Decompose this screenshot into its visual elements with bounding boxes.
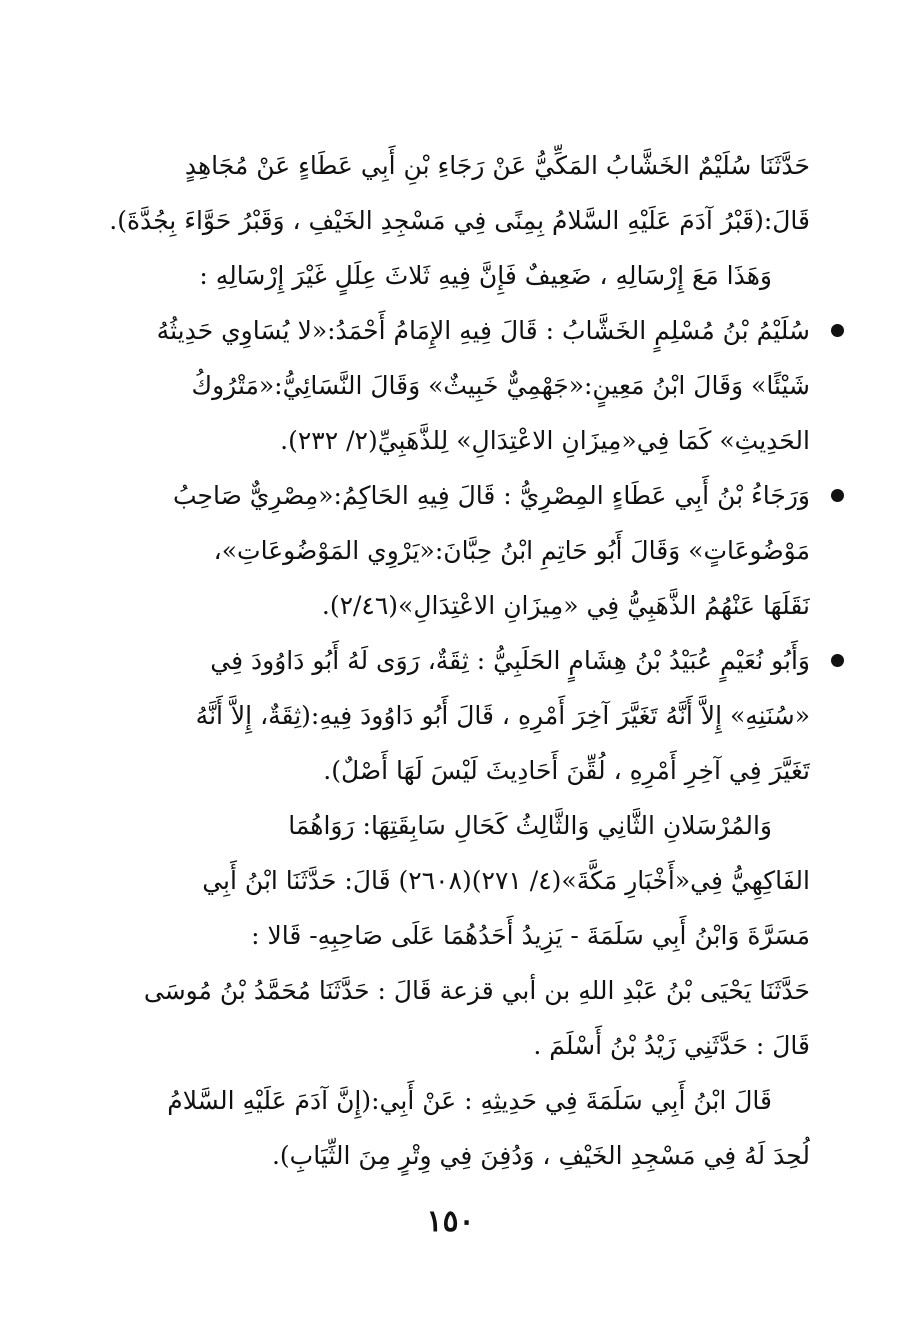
paragraph-3-line-1: وَالمُرْسَلانِ الثَّانِي وَالثَّالِثُ كَحَالِ سَابِقَتِهَا: رَوَاهُمَا	[288, 811, 772, 840]
bullet-1-line-1: سُلَيْمُ بْنُ مُسْلِمٍ الخَشَّابُ : قَالَ فِيهِ الإِمَامُ أَحْمَدُ:«لا يُسَاوِي حَدِيثُهُ	[156, 316, 810, 345]
paragraph-3-line-2: الفَاكِهِيُّ فِي«أَخْبَارِ مَكَّةَ»(٤/ ٢٧١)(٢٦٠٨) قَالَ: حَدَّثَنَا ابْنُ أَبِي	[202, 866, 810, 895]
bullet-3-line-1: وَأَبُو نُعَيْمٍ عُبَيْدُ بْنُ هِشَامٍ الحَلَبِيُّ : ثِقَةٌ، رَوَى لَهُ أَبُو دَاوُودَ فِي	[210, 646, 810, 675]
bullet-item-narrator-1	[96, 303, 810, 468]
page-number: ١٥٠	[426, 1204, 475, 1239]
bullet-dot-icon	[831, 324, 844, 337]
bullet-dot-icon	[831, 489, 844, 502]
paragraph-1-line-1: حَدَّثَنَا سُلَيْمٌ الخَشَّابُ المَكِّيُّ عَنْ رَجَاءِ بْنِ أَبِي عَطَاءٍ عَنْ مُجَاهِدٍ	[184, 151, 810, 180]
paragraph-2-line-1: وَهَذَا مَعَ إِرْسَالِهِ ، ضَعِيفٌ فَإِنَّ فِيهِ ثَلاثَ عِلَلٍ غَيْرَ إِرْسَالِهِ :	[199, 261, 772, 290]
bullet-1-line-2: شَيْئًا» وَقَالَ ابْنُ مَعِينٍ:«جَهْمِيٌّ خَبِيثٌ» وَقَالَ النَّسَائِيُّ:«مَتْرُوكُ	[191, 371, 810, 400]
body-text	[96, 138, 810, 1183]
bullet-3-line-3: تَغَيَّرَ فِي آخِرِ أَمْرِهِ ، لُقِّنَ أَحَادِيثَ لَيْسَ لَهَا أَصْلٌ).	[323, 756, 810, 785]
bullet-2-line-3: نَقَلَهَا عَنْهُمُ الذَّهَبِيُّ فِي «مِيزَانِ الاعْتِدَالِ»(٢/٤٦).	[321, 591, 810, 620]
paragraph-3-line-4: حَدَّثَنَا يَحْيَى بْنُ عَبْدِ اللهِ بن أبي قزعة قَالَ : حَدَّثَنَا مُحَمَّدُ بْنُ مُوسَى	[143, 976, 810, 1005]
paragraph-4-line-1: قَالَ ابْنُ أَبِي سَلَمَةَ فِي حَدِيثِهِ : عَنْ أَبِي:(إِنَّ آدَمَ عَلَيْهِ السَّلامُ	[167, 1086, 772, 1115]
paragraph-3-line-3: مَسَرَّةَ وَابْنُ أَبِي سَلَمَةَ - يَزِيدُ أَحَدُهُمَا عَلَى صَاحِبِهِ- قَالا :	[251, 921, 810, 950]
bullet-dot-icon	[831, 654, 844, 667]
bullet-item-narrator-3	[96, 633, 810, 798]
bullet-2-line-2: مَوْضُوعَاتٍ» وَقَالَ أَبُو حَاتِمِ ابْنُ حِبَّانَ:«يَرْوِي المَوْضُوعَاتِ»،	[213, 536, 810, 565]
paragraph-3-line-5: قَالَ : حَدَّثَنِي زَيْدُ بْنُ أَسْلَمَ .	[533, 1031, 810, 1060]
bullet-2-line-1: وَرَجَاءُ بْنُ أَبِي عَطَاءٍ المِصْرِيُّ : قَالَ فِيهِ الحَاكِمُ:«مِصْرِيٌّ صَاحِبُ	[173, 481, 810, 510]
bullet-1-line-3: الحَدِيثِ» كَمَا فِي«مِيزَانِ الاعْتِدَالِ» لِلذَّهَبِيِّ(٢/ ٢٣٢).	[280, 426, 810, 455]
bullet-3-line-2: «سُنَنِهِ» إِلاَّ أَنَّهُ تَغَيَّرَ آخِرَ أَمْرِهِ ، قَالَ أَبُو دَاوُودَ فِيهِ:(ثِقَةٌ، إِلاَّ أَنَّهُ	[195, 701, 810, 730]
bullet-item-narrator-2	[96, 468, 810, 633]
paragraph-1-line-2: قَالَ:(قَبْرُ آدَمَ عَلَيْهِ السَّلامُ بِمِنًى فِي مَسْجِدِ الخَيْفِ ، وَقَبْرُ حَوَّاءَ بِجُدَّةَ).	[109, 206, 810, 235]
paragraph-4-line-2: لُحِدَ لَهُ فِي مَسْجِدِ الخَيْفِ ، وَدُفِنَ فِي وِتْرٍ مِنَ الثِّيَابِ).	[271, 1141, 810, 1170]
